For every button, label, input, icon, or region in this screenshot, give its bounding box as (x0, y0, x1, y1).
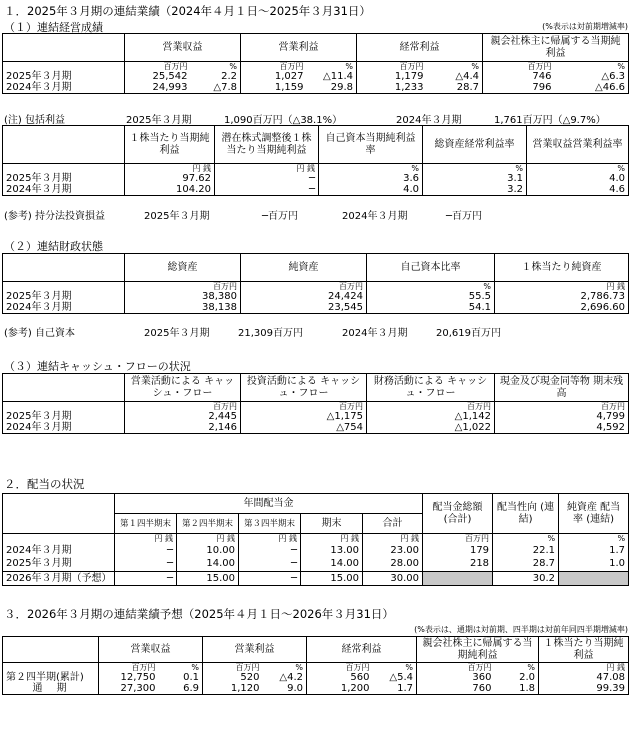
unit-cell: 円 銭 (363, 534, 423, 544)
value-cell: △1,175 (241, 411, 367, 422)
value-cell: 4,799 (495, 411, 629, 422)
table-row (3, 557, 629, 571)
unit-cell: % (493, 534, 559, 544)
corner-cell (3, 34, 125, 62)
value-cell: 1.7 (373, 683, 417, 695)
unit-cell: 百万円 (241, 282, 367, 292)
row-label: 2024年３月期 (3, 184, 125, 196)
unit-cell: % (319, 164, 423, 174)
unit-cell: 百万円 (527, 62, 552, 71)
unit-cell: 百万円 (125, 402, 241, 412)
row-label: 2025年３月期 (3, 557, 115, 571)
col-annual-dividend: 年間配当金 (115, 494, 423, 514)
dividends-table (2, 493, 629, 586)
comprehensive-income-label: (注) 包括利益 (4, 115, 65, 126)
value-cell: ─ (239, 571, 301, 585)
col-year-end: 期末 (301, 514, 363, 534)
value-cell: 27,300 (99, 683, 159, 695)
unit-cell: % (559, 534, 629, 544)
corner-cell (3, 254, 125, 282)
unit-cell: % (423, 164, 527, 174)
financial-position-title: （２）連結財政状態 (4, 240, 103, 253)
value-cell: 28.7 (427, 82, 483, 94)
unit-cell: % (263, 663, 307, 673)
value-cell: 1,200 (307, 683, 373, 695)
value-cell: 6.9 (159, 683, 203, 695)
value-cell: 24,993 (125, 82, 191, 94)
value-cell: 560 (350, 672, 370, 683)
equity-method-value1: ─百万円 (262, 211, 299, 222)
value-cell: 47.08 (539, 672, 629, 683)
value-cell: 218 (423, 557, 493, 571)
unit-cell: % (159, 663, 203, 673)
value-cell: 54.1 (367, 302, 495, 314)
value-cell: ─ (115, 557, 177, 571)
cash-flow-title: （３）連結キャッシュ・フローの状況 (4, 360, 191, 373)
value-cell: 2.2 (191, 71, 241, 82)
value-cell: ─ (215, 184, 319, 196)
unit-cell: 円 銭 (125, 164, 215, 174)
row-label: 2025年３月期 (3, 411, 125, 422)
value-cell: 38,380 (125, 291, 241, 302)
row-label: 第２四半期(累計) (3, 672, 99, 683)
value-cell: △1,142 (367, 411, 495, 422)
value-cell: 3.6 (319, 173, 423, 184)
value-cell: 14.00 (177, 557, 239, 571)
value-cell: 796 (483, 82, 555, 94)
cash-flow-table (2, 373, 629, 434)
unit-cell: % (555, 62, 629, 72)
unit-cell: 百万円 (163, 62, 188, 71)
table-row (3, 422, 629, 434)
col-diluted-eps: 潜在株式調整後１株当たり当期純利益 (215, 126, 319, 164)
forecast-table (2, 636, 629, 695)
unit-cell: 百万円 (367, 402, 495, 412)
value-cell: 55.5 (367, 291, 495, 302)
unit-cell: % (307, 62, 357, 72)
own-capital-value1: 21,309百万円 (238, 328, 303, 339)
col-q2-end: 第２四半期末 (177, 514, 239, 534)
value-cell: △4.4 (427, 71, 483, 82)
own-capital-period2: 2024年３月期 (342, 328, 408, 339)
value-cell: 1,120 (203, 683, 263, 695)
col-ordinary-profit: 経常利益 (307, 637, 417, 663)
unit-cell: 百万円 (235, 663, 260, 672)
value-cell: 1,027 (274, 71, 304, 82)
value-cell: ─ (239, 557, 301, 571)
unit-cell: 百万円 (345, 663, 370, 672)
value-cell: 28.00 (363, 557, 423, 571)
row-label: 2025年３月期 (3, 71, 125, 82)
equity-method-period2: 2024年３月期 (342, 211, 408, 222)
value-cell: △5.4 (373, 672, 417, 683)
row-label: 通 期 (3, 683, 99, 695)
operating-results-table (2, 33, 629, 94)
value-cell: 4,592 (495, 422, 629, 434)
unit-cell: 円 銭 (239, 534, 301, 544)
value-cell: 38,138 (125, 302, 241, 314)
col-operating-revenue: 営業収益 (99, 637, 203, 663)
value-cell: △46.6 (555, 82, 629, 94)
row-label: 2024年３月期 (3, 543, 115, 557)
section1-title: １．2025年３月期の連結業績（2024年４月１日～2025年３月31日） (4, 4, 371, 18)
forecast-note: (%表示は、通期は対前期、四半期は対前年同四半期増減率) (414, 625, 628, 634)
col-investing-cf: 投資活動による キャッシュ・フロー (241, 374, 367, 402)
row-label: 2026年３月期（予想） (3, 571, 115, 585)
forecast-title: ３．2026年３月期の連結業績予想（2025年４月１日～2026年３月31日） (4, 607, 394, 621)
unit-cell: % (373, 663, 417, 673)
value-cell (559, 571, 629, 585)
per-share-table (2, 125, 629, 196)
value-cell: 25,542 (152, 71, 188, 82)
value-cell: 4.6 (527, 184, 629, 196)
col-annual-total: 合計 (363, 514, 423, 534)
value-cell: 2,445 (125, 411, 241, 422)
table-row (3, 302, 629, 314)
value-cell: 2,146 (125, 422, 241, 434)
dividends-title: ２．配当の状況 (4, 477, 85, 491)
table-row (3, 411, 629, 422)
value-cell: 1.0 (559, 557, 629, 571)
col-operating-revenue: 営業収益 (125, 34, 241, 62)
value-cell: 1.8 (495, 683, 539, 695)
value-cell: 1,159 (241, 82, 307, 94)
unit-cell: 百万円 (467, 663, 492, 672)
col-op-margin: 営業収益営業利益率 (527, 126, 629, 164)
col-eps: １株当たり当期純利益 (125, 126, 215, 164)
value-cell: 2.0 (495, 672, 539, 683)
table-row (3, 571, 629, 585)
value-cell: 4.0 (527, 173, 629, 184)
own-capital-value2: 20,619百万円 (436, 328, 501, 339)
col-net-assets: 純資産 (241, 254, 367, 282)
unit-cell: 円 銭 (539, 663, 629, 673)
unit-cell: 円 銭 (177, 534, 239, 544)
value-cell: 520 (240, 672, 260, 683)
unit-cell: 百万円 (279, 62, 304, 71)
table-row (3, 543, 629, 557)
comprehensive-income-value2: 1,761百万円（△9.7%） (494, 115, 606, 126)
col-payout-ratio: 配当性向 (連結) (493, 494, 559, 534)
value-cell: 3.2 (423, 184, 527, 196)
unit-cell: 百万円 (399, 62, 424, 71)
value-cell: 22.1 (493, 543, 559, 557)
table-row (3, 184, 629, 196)
value-cell: 0.1 (159, 672, 203, 683)
value-cell: 746 (532, 71, 552, 82)
value-cell: △4.2 (263, 672, 307, 683)
col-financing-cf: 財務活動による キャッシュ・フロー (367, 374, 495, 402)
value-cell: 360 (472, 672, 492, 683)
col-total-dividend: 配当金総額 (合計) (423, 494, 493, 534)
comprehensive-income-period1: 2025年３月期 (126, 115, 192, 126)
unit-cell: 円 銭 (495, 282, 629, 292)
equity-method-value2: ─百万円 (446, 211, 483, 222)
value-cell: ─ (215, 173, 319, 184)
value-cell: 29.8 (307, 82, 357, 94)
col-nav-ratio: 純資産 配当率 (連結) (559, 494, 629, 534)
corner-cell (3, 126, 125, 164)
comprehensive-income-value1: 1,090百万円（△38.1%） (224, 115, 343, 126)
col-bps: １株当たり純資産 (495, 254, 629, 282)
value-cell: △754 (241, 422, 367, 434)
row-label: 2024年３月期 (3, 302, 125, 314)
value-cell: ─ (115, 543, 177, 557)
financial-position-table (2, 253, 629, 314)
value-cell (423, 571, 493, 585)
value-cell: 30.2 (493, 571, 559, 585)
table-row (3, 173, 629, 184)
value-cell: 104.20 (125, 184, 215, 196)
value-cell: 30.00 (363, 571, 423, 585)
col-eps: １株当たり当期純利益 (539, 637, 629, 663)
unit-cell: 百万円 (125, 282, 241, 292)
unit-cell: 百万円 (423, 534, 493, 544)
value-cell: 99.39 (539, 683, 629, 695)
table-row (3, 71, 629, 82)
equity-method-period1: 2025年３月期 (144, 211, 210, 222)
value-cell: △1,022 (367, 422, 495, 434)
value-cell: ─ (239, 543, 301, 557)
col-roa: 総資産経常利益率 (423, 126, 527, 164)
unit-cell: 円 銭 (301, 534, 363, 544)
col-q1-end: 第１四半期末 (115, 514, 177, 534)
corner-cell (3, 374, 125, 402)
value-cell: 10.00 (177, 543, 239, 557)
value-cell: 23.00 (363, 543, 423, 557)
value-cell: 2,786.73 (495, 291, 629, 302)
unit-cell: 円 銭 (115, 534, 177, 544)
comprehensive-income-period2: 2024年３月期 (396, 115, 462, 126)
value-cell: 97.62 (125, 173, 215, 184)
value-cell: 1,233 (357, 82, 427, 94)
own-capital-period1: 2025年３月期 (144, 328, 210, 339)
col-total-assets: 総資産 (125, 254, 241, 282)
table-row (3, 672, 629, 683)
value-cell: 13.00 (301, 543, 363, 557)
unit-cell: 百万円 (131, 663, 156, 672)
col-net-income: 親会社株主に帰属する当期純利益 (417, 637, 539, 663)
value-cell: △11.4 (307, 71, 357, 82)
value-cell: 4.0 (319, 184, 423, 196)
corner-cell (3, 494, 115, 534)
value-cell: 9.0 (263, 683, 307, 695)
value-cell: △7.8 (191, 82, 241, 94)
row-label: 2025年３月期 (3, 291, 125, 302)
table-row (3, 82, 629, 94)
row-label: 2024年３月期 (3, 422, 125, 434)
col-ordinary-profit: 経常利益 (357, 34, 483, 62)
row-label: 2025年３月期 (3, 173, 125, 184)
col-q3-end: 第３四半期末 (239, 514, 301, 534)
unit-cell: 百万円 (241, 402, 367, 412)
table-row (3, 683, 629, 695)
unit-cell: 円 銭 (215, 164, 319, 174)
value-cell: 15.00 (301, 571, 363, 585)
value-cell: 15.00 (177, 571, 239, 585)
col-roe: 自己資本当期純利益率 (319, 126, 423, 164)
unit-cell: % (367, 282, 495, 292)
own-capital-label: (参考) 自己資本 (4, 328, 75, 339)
value-cell: 760 (417, 683, 495, 695)
value-cell: 1,179 (394, 71, 424, 82)
col-equity-ratio: 自己資本比率 (367, 254, 495, 282)
row-label: 2024年３月期 (3, 82, 125, 94)
table-row (3, 291, 629, 302)
col-net-income: 親会社株主に帰属する当期純利益 (483, 34, 629, 62)
unit-cell: 百万円 (495, 402, 629, 412)
value-cell: 3.1 (423, 173, 527, 184)
value-cell: △6.3 (555, 71, 629, 82)
value-cell: 12,750 (120, 672, 156, 683)
value-cell: 24,424 (241, 291, 367, 302)
unit-cell: % (527, 164, 629, 174)
operating-results-title: （１）連結経営成績 (4, 21, 103, 34)
unit-cell: % (427, 62, 483, 72)
col-cash-end: 現金及び現金同等物 期末残高 (495, 374, 629, 402)
value-cell: 23,545 (241, 302, 367, 314)
equity-method-label: (参考) 持分法投資損益 (4, 211, 105, 222)
value-cell: ─ (115, 571, 177, 585)
unit-cell: % (191, 62, 241, 72)
value-cell: 2,696.60 (495, 302, 629, 314)
corner-cell (3, 637, 99, 663)
value-cell: 28.7 (493, 557, 559, 571)
value-cell: 179 (423, 543, 493, 557)
operating-results-note: (%表示は対前期増減率) (542, 22, 628, 31)
col-operating-cf: 営業活動による キャッシュ・フロー (125, 374, 241, 402)
value-cell: 14.00 (301, 557, 363, 571)
value-cell: 1.7 (559, 543, 629, 557)
unit-cell: % (495, 663, 539, 673)
col-operating-profit: 営業利益 (241, 34, 357, 62)
col-operating-profit: 営業利益 (203, 637, 307, 663)
